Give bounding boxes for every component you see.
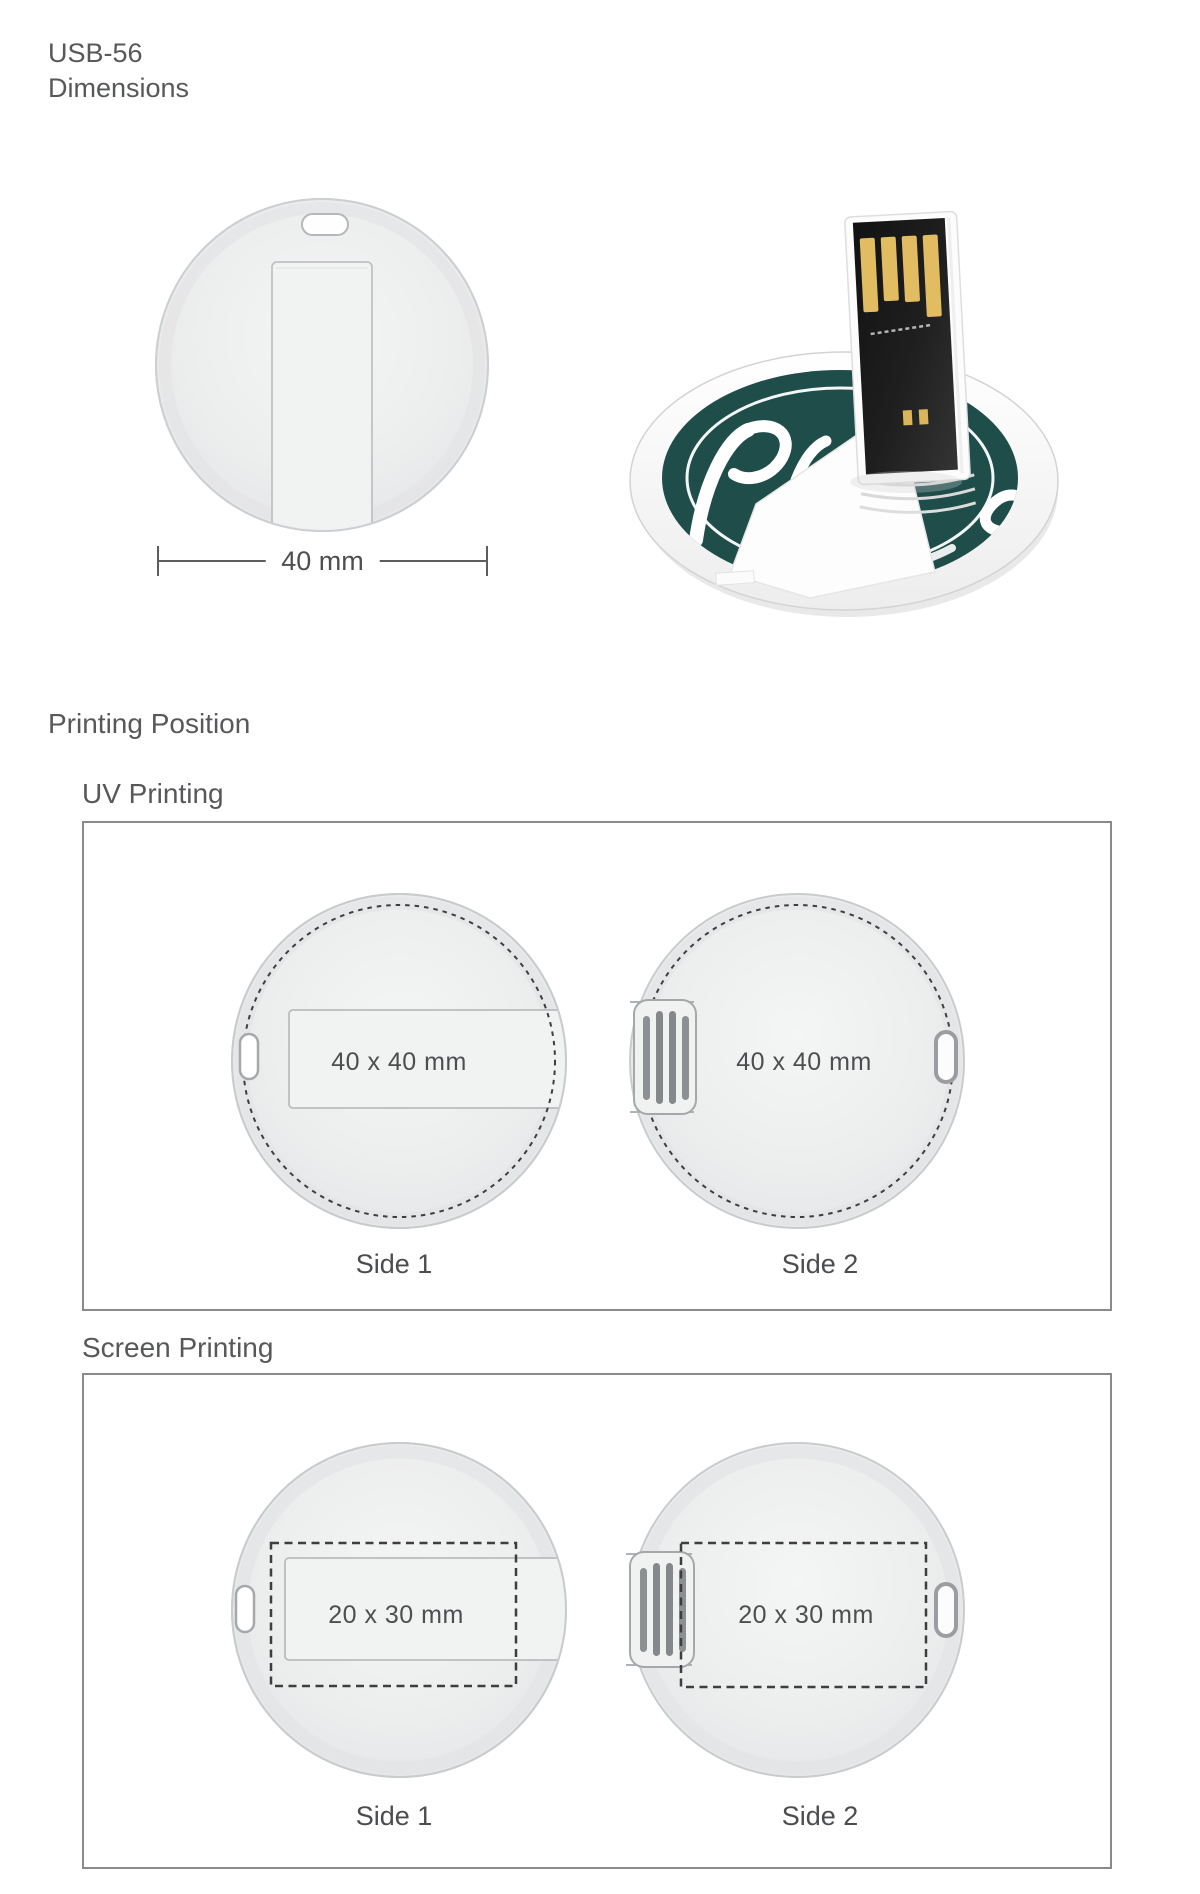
hinge-shadow [850, 471, 962, 493]
screen-side2-figure [624, 1437, 970, 1783]
usb-card-photo [600, 178, 1090, 633]
lanyard-hole [236, 1586, 254, 1632]
uv-side1-figure [226, 888, 572, 1234]
print-area-label: 40 x 40 mm [331, 1048, 467, 1076]
usb-connector-slot [272, 262, 372, 547]
lanyard-hole [936, 1032, 956, 1082]
uv-side2-figure [624, 888, 970, 1234]
lanyard-hole [302, 214, 348, 235]
lanyard-hole [936, 1584, 956, 1636]
slider-grip [630, 1000, 696, 1114]
screen-printing-heading: Screen Printing [82, 1332, 274, 1363]
lanyard-hole [240, 1034, 258, 1079]
pcb-gold-mark [903, 410, 913, 425]
print-area-label: 20 x 30 mm [328, 1601, 464, 1629]
screen-printing-box [82, 1373, 1112, 1869]
uv-side2-caption: Side 2 [781, 1249, 859, 1279]
product-code: USB-56 [48, 38, 143, 68]
print-area-label: 20 x 30 mm [738, 1601, 874, 1629]
uv-printing-heading: UV Printing [82, 778, 224, 809]
screen-side1-figure [226, 1437, 572, 1783]
dimension-tick-right [486, 546, 488, 576]
usb-flip-connector [845, 211, 976, 515]
screen-side1-caption: Side 1 [355, 1801, 433, 1831]
usb-card-front-diagram [100, 150, 540, 580]
width-dimension-line [157, 546, 488, 576]
uv-printing-box [82, 821, 1112, 1311]
width-dimension-label: 40 mm [265, 546, 380, 576]
print-area-label: 40 x 40 mm [736, 1048, 872, 1076]
cutout-notch [716, 571, 755, 586]
doc-title [48, 36, 189, 106]
doc-subtitle: Dimensions [48, 73, 190, 103]
slider-grip [626, 1552, 694, 1667]
pcb-gold-mark [919, 409, 929, 424]
printing-position-heading: Printing Position [48, 708, 251, 739]
uv-side1-caption: Side 1 [355, 1249, 433, 1279]
screen-side2-caption: Side 2 [781, 1801, 859, 1831]
